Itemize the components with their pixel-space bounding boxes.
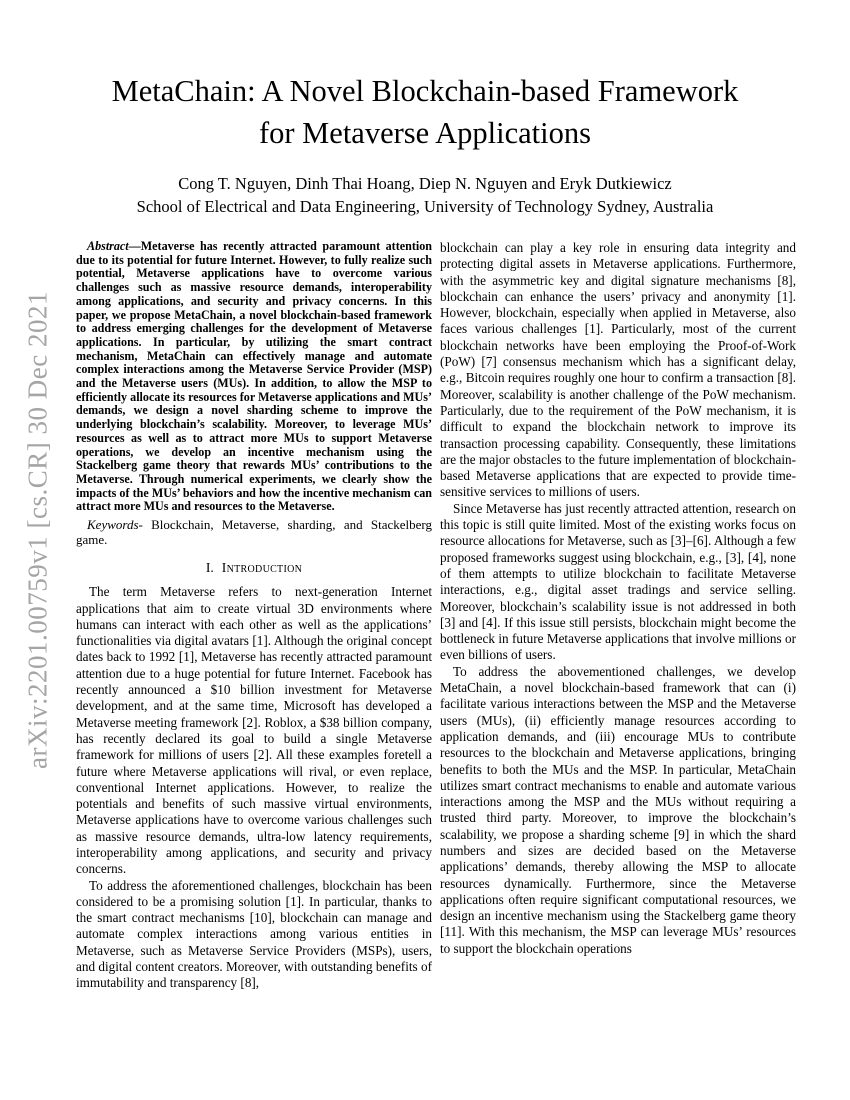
authors-line: Cong T. Nguyen, Dinh Thai Hoang, Diep N. Nguyen and Eryk Dutkiewicz (178, 174, 672, 193)
section-heading-introduction (76, 560, 432, 576)
section-number: I. (205, 560, 214, 576)
paper-title (0, 70, 850, 154)
intro-paragraph-3: Since Metaverse has just recently attracted attention, research on this topic is still quite limited. Most of the existing works focus on resource allocations for Metaverse, such as [3]–[6]. Although a few proposed frameworks suggest using blockchain, e.g., [3], [4], none of them attempts to utilize blockchain to facilitate Metaverse interactions, e.g., digital asset tradings and service selling. Moreover, blockchain’s scalability issue is not addressed in both [3] and [4]. If this issue still persists, blockchain might become the bottleneck in future Metaverse applications that involve millions or even billions of users. (440, 500, 796, 663)
right-column (440, 240, 796, 957)
abstract-label: Abstract (87, 239, 129, 253)
arxiv-watermark: arXiv:2201.00759v1 [cs.CR] 30 Dec 2021 (22, 291, 53, 769)
paper-title-line-2: for Metaverse Applications (258, 116, 591, 150)
byline-block (0, 173, 850, 218)
intro-paragraph-1: The term Metaverse refers to next-generation Internet applications that aim to create virtual 3D environments where humans can interact with each other as well as the applications’ functionalities via digital avatars [1]. Although the original concept dates back to 1992 [1], Metaverse has recently attracted paramount attention due to a huge potential for future Internet. Facebook has recently announced a $10 billion investment for Metaverse development, and at the same time, Microsoft has developed a Metaverse meeting framework [2]. Roblox, a $38 billion company, has recently declared its goal to build a single Metaverse framework for millions of users [2]. All these examples foretell a future where Metaverse applications will rival, or even replace, conventional Internet applications. However, to realize the potentials and benefits of such massive virtual environments, Metaverse applications have to overcome various challenges such as massive resource demands, ultra-low latency requirements, interoperability among applications, and security and privacy concerns. (76, 584, 432, 877)
keywords-text: Blockchain, Metaverse, sharding, and Stackelberg game. (76, 517, 432, 547)
keywords-label: Keywords- (87, 517, 143, 533)
affiliation-line: School of Electrical and Data Engineering, University of Technology Sydney, Australia (136, 196, 714, 216)
intro-paragraph-2-continued: blockchain can play a key role in ensuring data integrity and protecting digital assets in Metaverse applications. Furthermore, with the asymmetric key and digital signature mechanisms [8], blockchain can enhance the users’ privacy and anonymity [1]. However, blockchain, especially when applied in Metaverse, also faces various challenges [1]. Particularly, most of the current blockchain networks have been employing the Proof-of-Work (PoW) [7] consensus mechanism which has a significant delay, e.g., Bitcoin requires roughly one hour to confirm a transaction [8]. Moreover, scalability is another challenge of the PoW mechanism. Particularly, due to the requirement of the PoW mechanism, it is difficult to expand the blockchain network to improve its transaction processing capability. Consequently, these limitations are the major obstacles to the future implementation of blockchain-based Metaverse applications that are expected to provide time-sensitive services to millions of users. (440, 240, 796, 500)
section-title: Introduction (221, 560, 303, 576)
left-column (76, 240, 432, 992)
abstract-text: —Metaverse has recently attracted paramount attention due to its potential for future Internet. However, to fully realize such potential, Metaverse applications have to overcome various challenges such as massive resource demands, interoperability among applications, and security and privacy concerns. In this paper, we propose MetaChain, a novel blockchain-based framework to address emerging challenges for the development of Metaverse applications. In particular, by utilizing the smart contract mechanism, MetaChain can effectively manage and automate complex interactions among the Metaverse Service Provider (MSP) and the Metaverse users (MUs). In addition, to allow the MSP to efficiently allocate its resources for Metaverse applications and MUs’ demands, we design a novel sharding scheme to improve the underlying blockchain’s scalability. Moreover, to leverage MUs’ resources as well as to attract more MUs to support Metaverse operations, we develop an incentive mechanism using the Stackelberg game theory that rewards MUs’ contributions to the Metaverse. Through numerical experiments, we clearly show the impacts of the MUs’ behaviors and how the incentive mechanism can attract more MUs and resources to the Metaverse. (76, 239, 432, 514)
abstract-paragraph (76, 240, 432, 514)
intro-paragraph-4: To address the abovementioned challenges, we develop MetaChain, a novel blockchain-based framework that can (i) facilitate various interactions between the MSP and the Metaverse users (MUs), (ii) efficiently manage resources according to application demands, and (iii) encourage MUs to contribute resources to the blockchain and Metaverse applications, bringing benefits to both the MUs and the MSP. In particular, MetaChain utilizes smart contract mechanisms to enable and automate various interactions among the MSP and the MUs without requiring a trusted third party. Moreover, to improve the blockchain’s scalability, we propose a sharding scheme [9] in which the shard numbers and sizes are decided based on the Metaverse applications’ demands, thereby allowing the MSP to allocate resources dynamically. Furthermore, since the Metaverse applications often require significant computational resources, we design an incentive mechanism using the Stackelberg game theory [11]. With this mechanism, the MSP can leverage MUs’ resources to support the blockchain operations (440, 663, 796, 956)
intro-paragraph-2-left: To address the aforementioned challenges, blockchain has been considered to be a promising solution [1]. In particular, thanks to the smart contract mechanisms [10], blockchain can manage and automate complex interactions among various entities in Metaverse, such as Metaverse Service Providers (MSPs), users, and digital content creators. Moreover, with outstanding benefits of immutability and transparency [8], (76, 877, 432, 991)
paper-title-line-1: MetaChain: A Novel Blockchain-based Framework (111, 74, 739, 108)
keywords-paragraph (76, 518, 432, 547)
